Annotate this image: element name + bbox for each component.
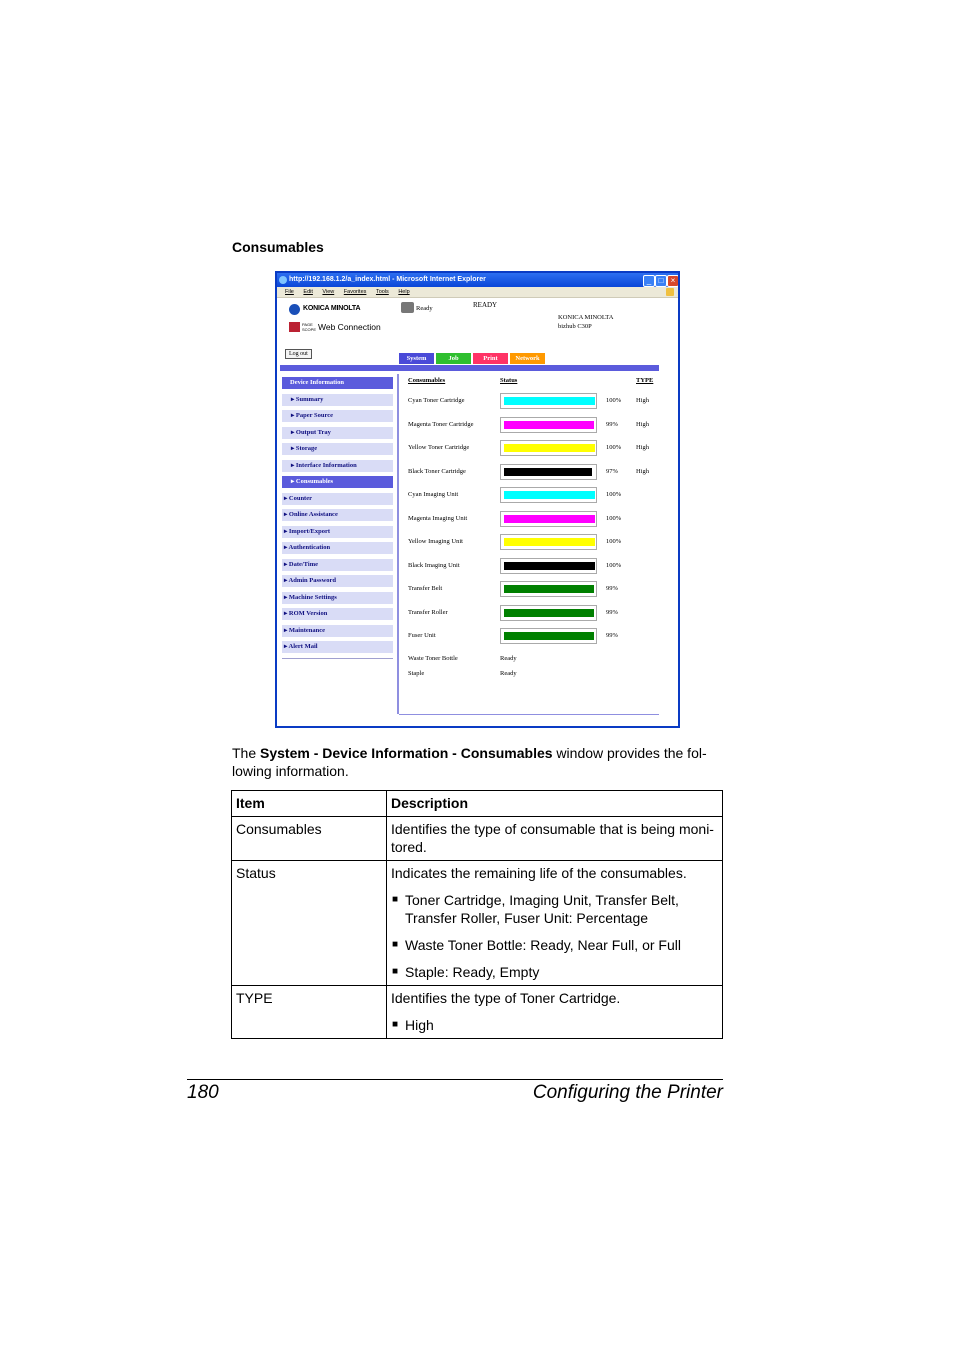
- col-header-consumables: Consumables: [408, 377, 446, 384]
- sidebar-item[interactable]: ▸ Admin Password: [282, 575, 393, 587]
- consumable-level-gauge: [500, 487, 597, 503]
- browser-title: http://192.168.1.2/a_index.html - Microsoft Internet Explorer: [289, 276, 486, 283]
- paragraph-text-bold: System - Device Information - Consumables: [260, 745, 553, 761]
- web-connection-title: Web Connection: [318, 322, 381, 332]
- sidebar-item[interactable]: ▸ ROM Version: [282, 608, 393, 620]
- consumable-name: Transfer Roller: [408, 608, 448, 616]
- consumable-level-bar: [504, 444, 595, 452]
- consumable-percent: 100%: [606, 538, 622, 545]
- menu-view[interactable]: View: [322, 289, 335, 295]
- consumable-percent: 97%: [606, 467, 618, 475]
- bullet-square-icon: ■: [392, 966, 399, 977]
- table-cell-item: Status: [232, 861, 387, 986]
- menu-help[interactable]: Help: [398, 289, 410, 295]
- col-header-status: Status: [500, 377, 518, 384]
- consumable-level-bar: [504, 562, 595, 570]
- consumable-type: High: [636, 444, 649, 451]
- menu-tools[interactable]: Tools: [375, 289, 389, 295]
- paragraph-text-pre: The: [232, 745, 261, 761]
- consumable-name: Fuser Unit: [408, 632, 436, 639]
- sidebar-item[interactable]: ▸ Output Tray: [282, 427, 393, 439]
- consumable-level-gauge: [500, 605, 597, 621]
- printer-status-small: Ready: [416, 305, 433, 312]
- table-cell-item: Consumables: [232, 817, 387, 861]
- sidebar-item[interactable]: ▸ Alert Mail: [282, 641, 393, 653]
- consumable-name: Yellow Toner Cartridge: [408, 444, 470, 451]
- bottom-divider: [399, 714, 659, 715]
- logout-button[interactable]: Log out: [285, 349, 312, 359]
- browser-window-screenshot: [275, 271, 680, 728]
- consumable-percent: 99%: [606, 608, 618, 616]
- bullet-item: [391, 963, 718, 981]
- consumable-percent: 100%: [606, 397, 622, 404]
- consumable-level-bar: [504, 609, 594, 617]
- consumable-level-bar: [504, 468, 592, 476]
- section-heading: Consumables: [232, 239, 324, 255]
- table-header-item: Item: [232, 791, 387, 817]
- brand-name: KONICA MINOLTA: [303, 305, 361, 312]
- sidebar-bottom-line: [282, 658, 393, 659]
- consumable-name: Yellow Imaging Unit: [408, 538, 463, 545]
- consumable-level-gauge: [500, 511, 597, 527]
- table-cell-description: [387, 817, 723, 861]
- consumable-level-bar: [504, 491, 595, 499]
- bullet-text: Staple: Ready, Empty: [405, 964, 540, 980]
- consumable-percent: 100%: [606, 444, 622, 451]
- table-cell-description: [387, 861, 723, 986]
- printer-icon: [401, 302, 414, 313]
- consumable-percent: 99%: [606, 420, 618, 428]
- header-divider-bar: [280, 365, 659, 371]
- bullet-square-icon: ■: [392, 1019, 399, 1030]
- consumable-level-gauge: [500, 393, 597, 409]
- printer-status: READY: [473, 301, 498, 309]
- consumable-percent: 99%: [606, 585, 618, 592]
- sidebar-item[interactable]: ▸ Consumables: [282, 476, 393, 488]
- pagescope-logo-icon: [289, 322, 300, 332]
- menu-favorites[interactable]: Favorites: [343, 289, 367, 295]
- bullet-item: [391, 1016, 718, 1034]
- vertical-divider: [397, 374, 399, 714]
- sidebar-item[interactable]: ▸ Counter: [282, 493, 393, 505]
- consumable-percent: 99%: [606, 632, 618, 639]
- consumable-name: Black Imaging Unit: [408, 561, 460, 569]
- consumable-level-gauge: [500, 581, 597, 597]
- tab-network[interactable]: Network: [510, 353, 545, 364]
- sidebar-item[interactable]: Device Information: [282, 377, 393, 389]
- consumable-percent: 100%: [606, 491, 622, 498]
- web-connection-page: [277, 298, 678, 726]
- menu-file[interactable]: File: [285, 289, 294, 295]
- consumable-level-gauge: [500, 628, 597, 644]
- table-header-description: Description: [387, 791, 723, 817]
- consumable-level-gauge: [500, 558, 597, 574]
- chapter-title: Configuring the Printer: [532, 1082, 723, 1103]
- sidebar-item[interactable]: ▸ Paper Source: [282, 410, 393, 422]
- paragraph-text-post: window provides the fol-lowing information.: [232, 745, 707, 779]
- consumable-name: Cyan Toner Cartridge: [408, 397, 465, 404]
- consumable-percent: 100%: [606, 561, 622, 569]
- consumable-level-bar: [504, 632, 594, 640]
- bullet-text: Waste Toner Bottle: Ready, Near Full, or Full: [405, 937, 681, 953]
- consumable-level-bar: [504, 585, 594, 593]
- description-text: Indicates the remaining life of the consumables.: [391, 865, 687, 881]
- bullet-text: High: [405, 1017, 434, 1033]
- description-text: Identifies the type of Toner Cartridge.: [391, 990, 621, 1006]
- consumable-level-bar: [504, 421, 594, 429]
- consumable-level-gauge: [500, 417, 597, 433]
- table-row: [232, 861, 723, 986]
- consumable-status: Ready: [500, 669, 517, 677]
- consumable-type: High: [636, 420, 649, 428]
- consumable-level-bar: [504, 397, 595, 405]
- col-header-type: TYPE: [636, 377, 654, 384]
- sidebar-item[interactable]: ▸ Online Assistance: [282, 509, 393, 521]
- table-cell-description: [387, 986, 723, 1039]
- consumable-level-bar: [504, 515, 595, 523]
- model-line1: KONICA MINOLTA: [558, 314, 614, 321]
- pagescope-label-line2: SCOPE: [302, 327, 317, 332]
- consumable-level-gauge: [500, 464, 597, 480]
- bullet-square-icon: ■: [392, 939, 399, 950]
- sidebar-item[interactable]: ▸ Authentication: [282, 542, 393, 554]
- description-text: Identifies the type of consumable that is being moni-tored.: [391, 821, 714, 855]
- ie-icon: [279, 276, 287, 284]
- pagescope-label-line1: PAGE: [302, 322, 313, 327]
- sidebar-item[interactable]: ▸ Storage: [282, 443, 393, 455]
- consumable-name: Cyan Imaging Unit: [408, 491, 459, 498]
- description-paragraph: [232, 744, 724, 780]
- consumable-level-gauge: [500, 440, 597, 456]
- browser-titlebar: [277, 273, 678, 287]
- consumable-level-bar: [504, 538, 595, 546]
- printer-model: [558, 313, 613, 331]
- sidebar-item[interactable]: ▸ Import/Export: [282, 526, 393, 538]
- pagescope-label: [302, 322, 316, 332]
- browser-menubar: [277, 287, 678, 298]
- maximize-button[interactable]: □: [655, 275, 667, 287]
- consumable-percent: 100%: [606, 514, 622, 522]
- minimize-button[interactable]: _: [643, 275, 655, 287]
- sidebar-item[interactable]: ▸ Date/Time: [282, 559, 393, 571]
- menu-edit[interactable]: Edit: [303, 289, 313, 295]
- model-line2: bizhub C30P: [558, 323, 592, 330]
- tab-print[interactable]: Print: [473, 353, 508, 364]
- consumable-name: Magenta Toner Cartridge: [408, 420, 474, 428]
- bullet-text: Toner Cartridge, Imaging Unit, Transfer Belt, Transfer Roller, Fuser Unit: Percentage: [405, 892, 679, 926]
- consumable-name: Waste Toner Bottle: [408, 654, 458, 662]
- consumable-type: High: [636, 467, 649, 475]
- table-cell-item: TYPE: [232, 986, 387, 1039]
- table-row: [232, 817, 723, 861]
- consumable-status: Ready: [500, 654, 517, 662]
- info-table: [231, 790, 723, 1039]
- consumable-type: High: [636, 397, 649, 404]
- tab-system[interactable]: System: [399, 353, 434, 364]
- bullet-square-icon: ■: [392, 894, 399, 905]
- bullet-item: [391, 936, 718, 954]
- bullet-item: [391, 891, 718, 927]
- consumable-name: Magenta Imaging Unit: [408, 514, 468, 522]
- sidebar-item[interactable]: ▸ Summary: [282, 394, 393, 406]
- page-number: 180: [187, 1082, 219, 1103]
- close-button[interactable]: ×: [667, 275, 679, 287]
- consumable-name: Transfer Belt: [408, 585, 443, 592]
- tab-job[interactable]: Job: [436, 353, 471, 364]
- sidebar-item[interactable]: ▸ Machine Settings: [282, 592, 393, 604]
- table-header-row: [232, 791, 723, 817]
- sidebar-item[interactable]: ▸ Interface Information: [282, 460, 393, 472]
- consumable-name: Staple: [408, 669, 425, 677]
- consumable-level-gauge: [500, 534, 597, 550]
- sidebar-item[interactable]: ▸ Maintenance: [282, 625, 393, 637]
- footer-rule: [187, 1079, 723, 1080]
- konica-minolta-logo-icon: [289, 304, 300, 315]
- consumable-name: Black Toner Cartridge: [408, 467, 466, 475]
- windows-logo-icon: [666, 288, 674, 296]
- table-row: [232, 986, 723, 1039]
